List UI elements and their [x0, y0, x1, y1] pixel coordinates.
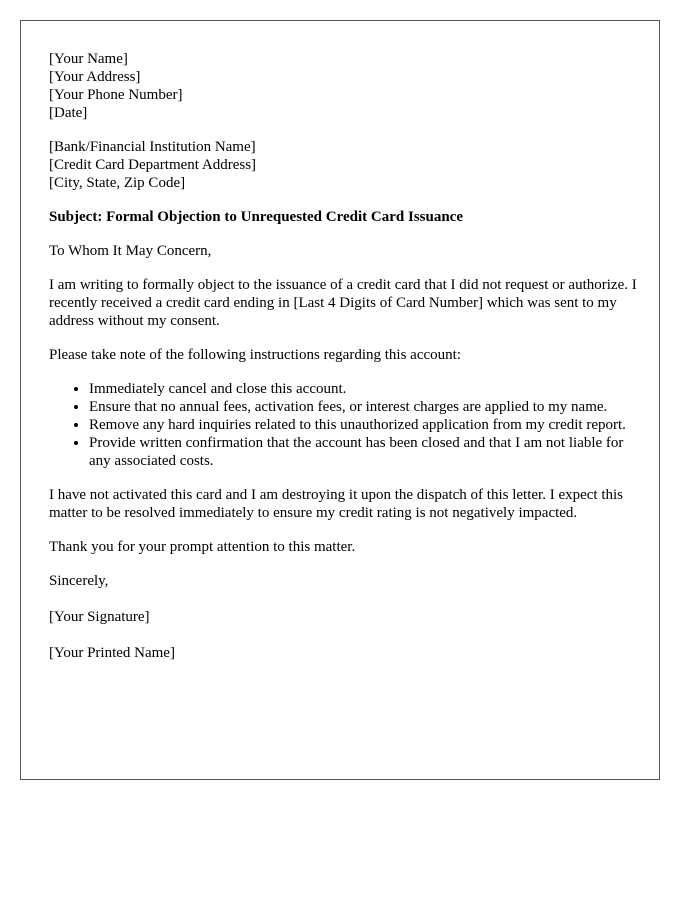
instructions-lead: Please take note of the following instructions regarding this account:: [49, 347, 461, 363]
recipient-institution: [Bank/Financial Institution Name]: [49, 139, 256, 155]
thanks-paragraph: Thank you for your prompt attention to this matter.: [49, 539, 356, 555]
recipient-department-address: [Credit Card Department Address]: [49, 157, 257, 173]
list-item: • Ensure that no annual fees, activation fees, or interest charges are applied to my name.: [89, 398, 641, 416]
sender-address: [Your Address]: [49, 69, 141, 85]
letter-page: [20, 20, 660, 780]
sender-block: [49, 50, 641, 122]
list-item: • Immediately cancel and close this account.: [89, 380, 641, 398]
sender-name: [Your Name]: [49, 51, 128, 67]
valediction: Sincerely,: [49, 573, 109, 589]
recipient-block: [49, 138, 641, 192]
closing-statement-paragraph: I have not activated this card and I am destroying it upon the dispatch of this letter. I expect this matter to be resolved immediately to ensure my credit rating is not negatively impacted.: [49, 487, 624, 521]
list-item: • Provide written confirmation that the account has been closed and that I am not liable for any associated costs.: [89, 434, 641, 470]
letter-content: [49, 50, 641, 662]
sender-phone: [Your Phone Number]: [49, 87, 183, 103]
subject-line: Subject: Formal Objection to Unrequested Credit Card Issuance: [49, 209, 464, 225]
printed-name: [Your Printed Name]: [49, 645, 175, 661]
recipient-city-state-zip: [City, State, Zip Code]: [49, 175, 186, 191]
signature-placeholder: [Your Signature]: [49, 609, 150, 625]
letter-date: [Date]: [49, 105, 88, 121]
instructions-list: [49, 380, 641, 470]
intro-paragraph: I am writing to formally object to the issuance of a credit card that I did not request or authorize. I recently received a credit card ending in [Last 4 Digits of Card Number] which was sent to my address without my consent.: [49, 277, 637, 329]
salutation: To Whom It May Concern,: [49, 243, 212, 259]
list-item: • Remove any hard inquiries related to this unauthorized application from my credit report.: [89, 416, 641, 434]
